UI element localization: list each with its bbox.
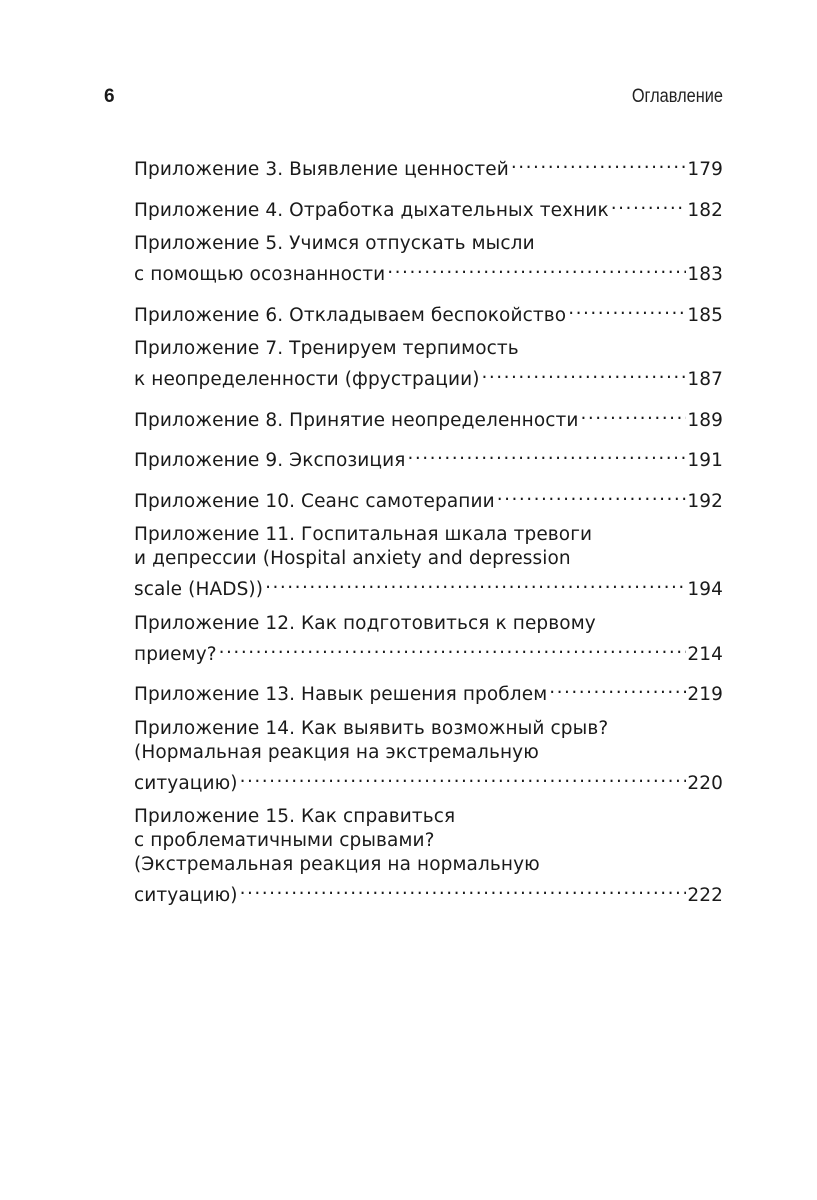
toc-page-number: 220	[687, 772, 723, 794]
page-header	[0, 84, 817, 114]
toc-page-number: 191	[687, 450, 723, 471]
toc-entry[interactable]	[134, 612, 723, 667]
toc-page-number: 187	[687, 369, 723, 390]
toc-entry[interactable]	[134, 805, 723, 908]
table-of-contents	[134, 151, 723, 918]
toc-entry[interactable]	[134, 232, 723, 287]
toc-page-number: 192	[687, 490, 723, 512]
dot-leader	[480, 361, 687, 385]
toc-entry-last-line	[134, 676, 723, 707]
toc-entry-title: Приложение 9. Экспозиция	[134, 450, 406, 471]
page-number: 6	[104, 86, 115, 107]
toc-entry-title: Приложение 3. Выявление ценностей	[134, 159, 509, 180]
toc-entry-line: Приложение 15. Как справиться	[134, 806, 456, 827]
toc-entry-title: Приложение 6. Откладываем беспокойство	[134, 304, 567, 326]
dot-leader	[238, 765, 687, 789]
toc-entry-title: к неопределенности (фрустрации)	[134, 369, 480, 390]
toc-entry-title: ситуацию)	[134, 885, 238, 906]
toc-page-number: 182	[687, 199, 723, 221]
toc-entry-title: приему?	[134, 643, 217, 665]
toc-entry-last-line	[134, 877, 723, 908]
toc-entry[interactable]	[134, 297, 723, 328]
toc-entry[interactable]	[134, 717, 723, 796]
toc-page-number: 194	[687, 579, 723, 600]
toc-entry-title: Приложение 13. Навык решения проблем	[134, 684, 548, 705]
toc-entry[interactable]	[134, 676, 723, 707]
toc-entry-title: Приложение 4. Отработка дыхательных техник	[134, 199, 609, 221]
toc-entry[interactable]	[134, 523, 723, 602]
toc-entry-last-line	[134, 256, 723, 287]
dot-leader	[547, 676, 686, 700]
toc-entry-title: scale (HADS))	[134, 579, 264, 600]
toc-entry-line: Приложение 7. Тренируем терпимость	[134, 338, 519, 359]
dot-leader	[238, 877, 687, 901]
dot-leader	[405, 442, 686, 466]
dot-leader	[495, 483, 687, 507]
toc-entry-last-line	[134, 571, 723, 602]
toc-entry-last-line	[134, 297, 723, 328]
toc-entry-line: Приложение 5. Учимся отпускать мысли	[134, 233, 535, 254]
dot-leader	[263, 571, 686, 595]
toc-entry-line: и депрессии (Hospital anxiety and depression	[134, 548, 571, 569]
dot-leader	[609, 192, 687, 216]
toc-entry[interactable]	[134, 337, 723, 392]
toc-entry-title: Приложение 8. Принятие неопределенности	[134, 409, 579, 431]
toc-page-number: 179	[687, 159, 723, 180]
toc-entry-last-line	[134, 192, 723, 223]
toc-entry[interactable]	[134, 151, 723, 182]
toc-entry[interactable]	[134, 402, 723, 433]
toc-entry-last-line	[134, 765, 723, 796]
toc-entry-line: с проблематичными срывами?	[134, 830, 435, 851]
toc-page-number: 189	[687, 409, 723, 431]
running-head: Оглавление	[631, 86, 723, 107]
dot-leader	[385, 256, 686, 280]
toc-entry[interactable]	[134, 483, 723, 514]
toc-entry-last-line	[134, 402, 723, 433]
toc-entry[interactable]	[134, 192, 723, 223]
toc-page-number: 183	[687, 264, 723, 285]
toc-entry-last-line	[134, 151, 723, 182]
toc-page-number: 222	[687, 885, 723, 906]
toc-entry-last-line	[134, 442, 723, 473]
dot-leader	[217, 636, 687, 660]
toc-entry-line: Приложение 11. Госпитальная шкала тревоги	[134, 524, 593, 545]
toc-entry-title: с помощью осознанности	[134, 264, 386, 285]
toc-entry-last-line	[134, 361, 723, 392]
toc-entry-line: (Экстремальная реакция на нормальную	[134, 854, 540, 875]
toc-entry-title: ситуацию)	[134, 772, 238, 794]
toc-page-number: 219	[687, 684, 723, 705]
dot-leader	[566, 297, 686, 321]
toc-page-number: 185	[687, 304, 723, 326]
toc-page-number: 214	[687, 643, 723, 665]
dot-leader	[509, 151, 687, 175]
toc-entry-last-line	[134, 483, 723, 514]
toc-entry-last-line	[134, 636, 723, 667]
toc-entry-title: Приложение 10. Сеанс самотерапии	[134, 490, 495, 512]
toc-entry-line: Приложение 14. Как выявить возможный срыв?	[134, 717, 609, 739]
toc-entry[interactable]	[134, 442, 723, 473]
dot-leader	[579, 402, 687, 426]
toc-entry-line: (Нормальная реакция на экстремальную	[134, 741, 539, 763]
toc-entry-line: Приложение 12. Как подготовиться к первому	[134, 612, 596, 634]
